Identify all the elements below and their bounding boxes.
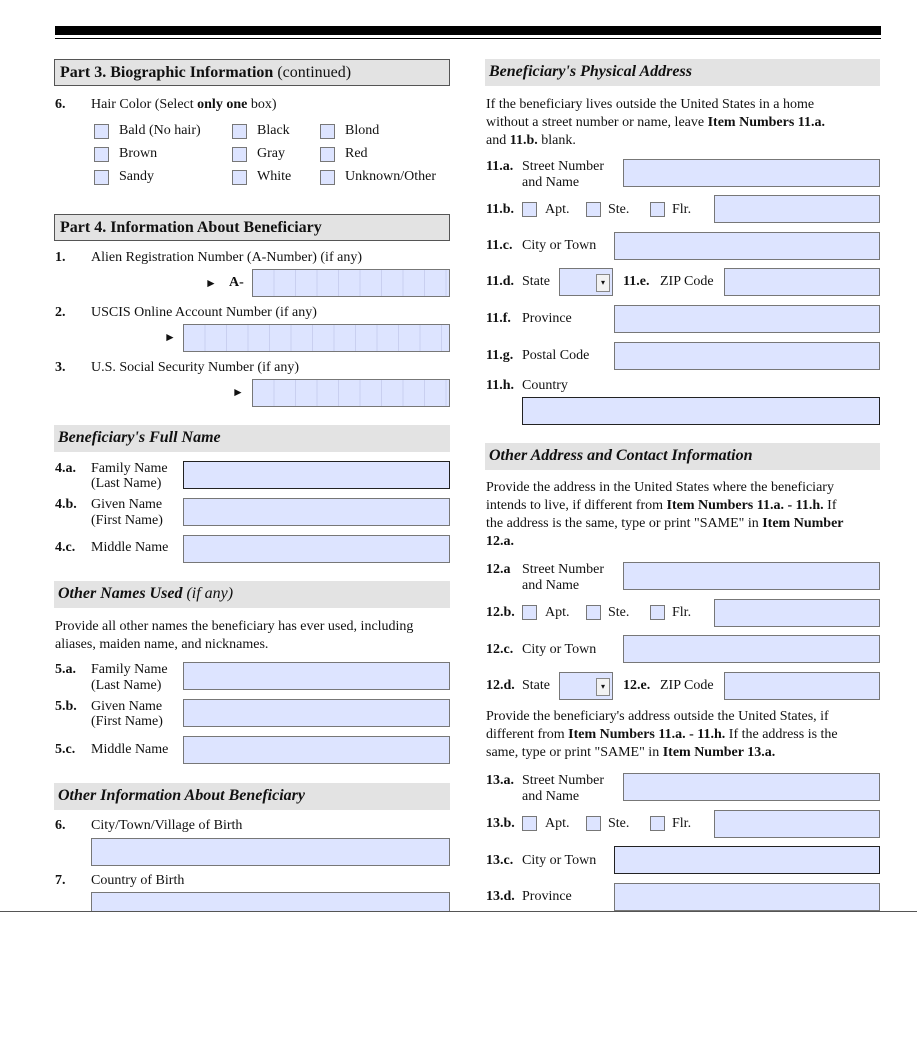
n12d: 12.d. bbox=[486, 678, 515, 693]
a-number-prefix: A- bbox=[229, 275, 244, 290]
us-city-label: City or Town bbox=[522, 642, 597, 657]
postal-code-label: Postal Code bbox=[522, 348, 590, 363]
country-input[interactable] bbox=[522, 397, 880, 425]
q7-number: 7. bbox=[55, 873, 66, 888]
other-family-name-input[interactable] bbox=[183, 662, 450, 690]
other-middle-name-input[interactable] bbox=[183, 736, 450, 764]
gray-label: Gray bbox=[257, 146, 285, 161]
foreign-flr-label: Flr. bbox=[672, 816, 692, 831]
foreign-province-input[interactable] bbox=[614, 883, 880, 911]
province-input[interactable] bbox=[614, 305, 880, 333]
item6-number: 6. bbox=[55, 97, 66, 112]
city-input[interactable] bbox=[614, 232, 880, 260]
uscis-account-label: USCIS Online Account Number (if any) bbox=[91, 305, 317, 320]
part4-title: Part 4. Information About Beneficiary bbox=[60, 219, 322, 236]
a-number-arrow-icon: ► bbox=[205, 276, 217, 290]
blond-checkbox[interactable] bbox=[320, 124, 335, 139]
sandy-checkbox[interactable] bbox=[94, 170, 109, 185]
flr-checkbox[interactable] bbox=[650, 202, 665, 217]
us-street-input[interactable] bbox=[623, 562, 880, 590]
n5c: 5.c. bbox=[55, 742, 76, 757]
first-name-label: (First Name) bbox=[91, 513, 163, 528]
foreign-unit-number-input[interactable] bbox=[714, 810, 880, 838]
given-name-label: Given Name bbox=[91, 497, 163, 512]
q6-number: 6. bbox=[55, 818, 66, 833]
middle-name-input[interactable] bbox=[183, 535, 450, 563]
hair-color-label: Hair Color (Select only one box) bbox=[91, 97, 277, 112]
n5a: 5.a. bbox=[55, 662, 76, 677]
ssn-arrow-icon: ► bbox=[232, 385, 244, 399]
other-last-name-label: (Last Name) bbox=[91, 678, 162, 693]
brown-label: Brown bbox=[119, 146, 158, 161]
foreign-street-input[interactable] bbox=[623, 773, 880, 801]
state-select[interactable] bbox=[559, 268, 613, 296]
foreign-flr-checkbox[interactable] bbox=[650, 816, 665, 831]
bald-checkbox[interactable] bbox=[94, 124, 109, 139]
n12e: 12.e. bbox=[623, 678, 651, 693]
n13c: 13.c. bbox=[486, 853, 514, 868]
n11f: 11.f. bbox=[486, 311, 511, 326]
foreign-ste-checkbox[interactable] bbox=[586, 816, 601, 831]
family-name-label: Family Name bbox=[91, 461, 168, 476]
unknown-label: Unknown/Other bbox=[345, 169, 436, 184]
street-label: Street Number bbox=[522, 159, 605, 174]
country-label: Country bbox=[522, 378, 568, 393]
full-name-header: Beneficiary's Full Name bbox=[54, 425, 450, 452]
us-street-label: Street Number bbox=[522, 562, 605, 577]
part3-title: Part 3. Biographic Information bbox=[60, 64, 274, 81]
given-name-input[interactable] bbox=[183, 498, 450, 526]
q2-number: 2. bbox=[55, 305, 66, 320]
uscis-arrow-icon: ► bbox=[164, 330, 176, 344]
physical-address-header: Beneficiary's Physical Address bbox=[485, 59, 880, 86]
zip-label: ZIP Code bbox=[660, 274, 714, 289]
red-label: Red bbox=[345, 146, 368, 161]
ste-checkbox[interactable] bbox=[586, 202, 601, 217]
n4c: 4.c. bbox=[55, 540, 76, 555]
foreign-apt-label: Apt. bbox=[545, 816, 570, 831]
n11d: 11.d. bbox=[486, 274, 515, 289]
brown-checkbox[interactable] bbox=[94, 147, 109, 162]
q1-number: 1. bbox=[55, 250, 66, 265]
us-unit-number-input[interactable] bbox=[714, 599, 880, 627]
foreign-province-label: Province bbox=[522, 889, 572, 904]
foreign-ste-label: Ste. bbox=[608, 816, 630, 831]
foreign-city-label: City or Town bbox=[522, 853, 597, 868]
red-checkbox[interactable] bbox=[320, 147, 335, 162]
n5b: 5.b. bbox=[55, 699, 77, 714]
us-state-label: State bbox=[522, 678, 550, 693]
us-apt-checkbox[interactable] bbox=[522, 605, 537, 620]
other-names-intro: Provide all other names the beneficiary has ever used, including aliases, maiden name, and nicknames. bbox=[55, 619, 414, 652]
us-zip-input[interactable] bbox=[724, 672, 880, 700]
part4-header bbox=[54, 214, 450, 241]
street-label-2: and Name bbox=[522, 175, 580, 190]
flr-label: Flr. bbox=[672, 202, 692, 217]
other-info-header: Other Information About Beneficiary bbox=[54, 783, 450, 810]
apt-label: Apt. bbox=[545, 202, 570, 217]
blond-label: Blond bbox=[345, 123, 380, 138]
us-state-select[interactable] bbox=[559, 672, 613, 700]
state-label: State bbox=[522, 274, 550, 289]
us-flr-label: Flr. bbox=[672, 605, 692, 620]
unit-number-input[interactable] bbox=[714, 195, 880, 223]
n4b: 4.b. bbox=[55, 497, 77, 512]
black-checkbox[interactable] bbox=[232, 124, 247, 139]
city-of-birth-label: City/Town/Village of Birth bbox=[91, 818, 243, 833]
sandy-label: Sandy bbox=[119, 169, 154, 184]
top-rule-thick bbox=[55, 26, 881, 35]
city-label: City or Town bbox=[522, 238, 597, 253]
foreign-address-intro: Provide the beneficiary's address outside the United States, if different from Item Numbers 11.a. - 11.h. If the address is the same, type or print "SAME" in Item Number 13.a. bbox=[486, 709, 838, 760]
n11b: 11.b. bbox=[486, 202, 515, 217]
n11g: 11.g. bbox=[486, 348, 514, 363]
other-family-name-label: Family Name bbox=[91, 662, 168, 677]
n11e: 11.e. bbox=[623, 274, 650, 289]
other-address-header: Other Address and Contact Information bbox=[485, 443, 880, 470]
part3-continued: (continued) bbox=[277, 64, 352, 81]
ssn-input[interactable] bbox=[252, 379, 450, 407]
ste-label: Ste. bbox=[608, 202, 630, 217]
foreign-apt-checkbox[interactable] bbox=[522, 816, 537, 831]
last-name-label: (Last Name) bbox=[91, 476, 162, 491]
n11c: 11.c. bbox=[486, 238, 513, 253]
city-of-birth-input[interactable] bbox=[91, 838, 450, 866]
other-given-name-label: Given Name bbox=[91, 699, 163, 714]
black-label: Black bbox=[257, 123, 290, 138]
white-label: White bbox=[257, 169, 292, 184]
us-zip-label: ZIP Code bbox=[660, 678, 714, 693]
n12b: 12.b. bbox=[486, 605, 515, 620]
n4a: 4.a. bbox=[55, 461, 76, 476]
n12c: 12.c. bbox=[486, 642, 514, 657]
a-number-input[interactable] bbox=[252, 269, 450, 297]
us-street-label-2: and Name bbox=[522, 578, 580, 593]
chevron-down-icon[interactable]: ▾ bbox=[596, 678, 610, 696]
a-number-label: Alien Registration Number (A-Number) (if any) bbox=[91, 250, 362, 265]
n11a: 11.a. bbox=[486, 159, 514, 174]
family-name-input[interactable] bbox=[183, 461, 450, 489]
foreign-street-label-2: and Name bbox=[522, 789, 580, 804]
middle-name-label: Middle Name bbox=[91, 540, 169, 555]
us-ste-label: Ste. bbox=[608, 605, 630, 620]
physical-intro: If the beneficiary lives outside the United States in a home without a street number or name, leave Item Numbers 11.a. and 11.b. blank. bbox=[486, 97, 826, 148]
n13b: 13.b. bbox=[486, 816, 515, 831]
us-flr-checkbox[interactable] bbox=[650, 605, 665, 620]
n13a: 13.a. bbox=[486, 773, 514, 788]
n12a: 12.a bbox=[486, 562, 511, 577]
country-of-birth-input[interactable] bbox=[91, 892, 450, 911]
ssn-label: U.S. Social Security Number (if any) bbox=[91, 360, 300, 375]
us-apt-label: Apt. bbox=[545, 605, 570, 620]
bald-label: Bald (No hair) bbox=[119, 123, 201, 138]
apt-checkbox[interactable] bbox=[522, 202, 537, 217]
uscis-account-input[interactable] bbox=[183, 324, 450, 352]
other-names-header: Other Names Used (if any) bbox=[54, 581, 450, 608]
other-middle-name-label: Middle Name bbox=[91, 742, 169, 757]
part3-header bbox=[54, 59, 450, 86]
zip-input[interactable] bbox=[724, 268, 880, 296]
street-input[interactable] bbox=[623, 159, 880, 187]
other-address-intro: Provide the address in the United States where the beneficiary intends to live, if different from Item Numbers 11.a. - 11.h. If the address is the same, type or print "SAME" in Item Number 12.a. bbox=[486, 480, 844, 549]
top-rule-thin bbox=[55, 38, 881, 39]
foreign-city-input[interactable] bbox=[614, 846, 880, 874]
page-cut-line bbox=[0, 911, 917, 912]
other-first-name-label: (First Name) bbox=[91, 714, 163, 729]
n13d: 13.d. bbox=[486, 889, 515, 904]
q3-number: 3. bbox=[55, 360, 66, 375]
country-of-birth-label: Country of Birth bbox=[91, 873, 185, 888]
white-checkbox[interactable] bbox=[232, 170, 247, 185]
us-city-input[interactable] bbox=[623, 635, 880, 663]
n11h: 11.h. bbox=[486, 378, 515, 393]
us-ste-checkbox[interactable] bbox=[586, 605, 601, 620]
gray-checkbox[interactable] bbox=[232, 147, 247, 162]
unknown-checkbox[interactable] bbox=[320, 170, 335, 185]
chevron-down-icon[interactable]: ▾ bbox=[596, 274, 610, 292]
other-given-name-input[interactable] bbox=[183, 699, 450, 727]
postal-code-input[interactable] bbox=[614, 342, 880, 370]
province-label: Province bbox=[522, 311, 572, 326]
foreign-street-label: Street Number bbox=[522, 773, 605, 788]
